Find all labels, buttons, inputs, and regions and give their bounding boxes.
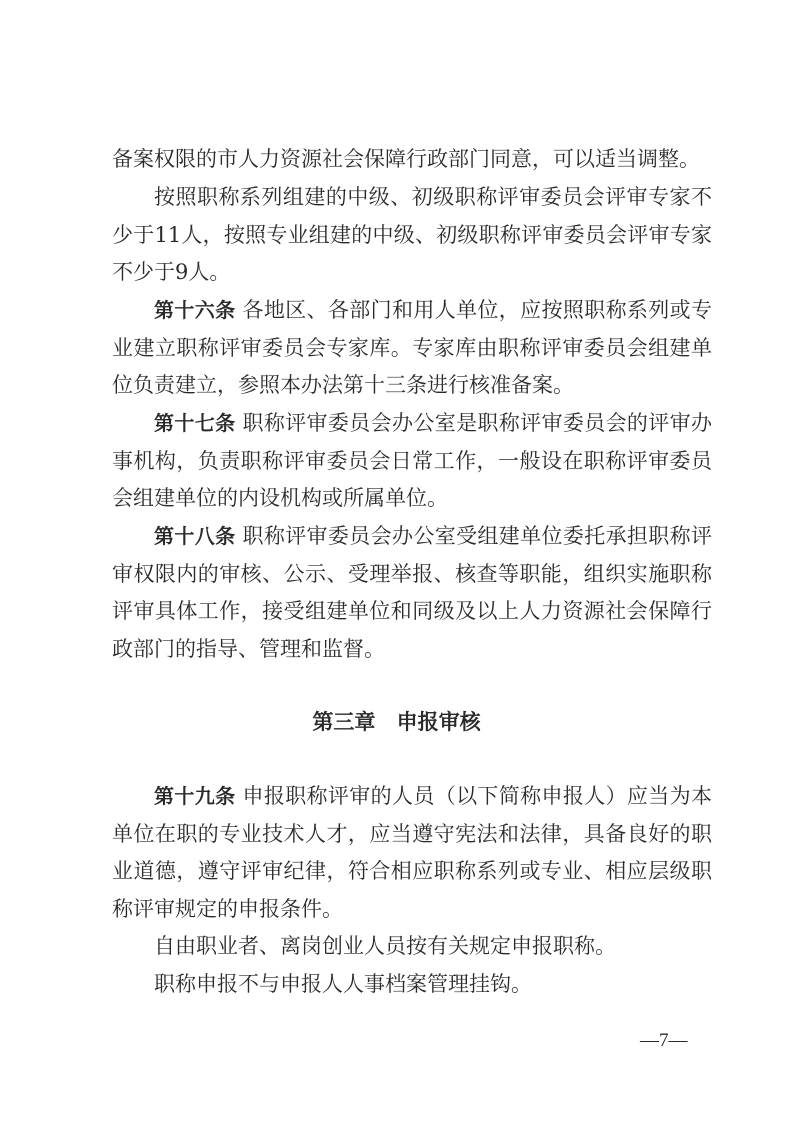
article-17: [112, 405, 712, 518]
article-17-title: 第十七条: [154, 411, 236, 435]
paragraph-expert-count: 按照职称系列组建的中级、初级职称评审委员会评审专家不少于11人，按照专业组建的中级、初级职称评审委员会评审专家不少于9人。: [112, 185, 712, 284]
article-19-title: 第十九条: [154, 784, 236, 808]
article-19: [112, 778, 712, 928]
article-19-body: 申报职称评审的人员（以下简称申报人）应当为本单位在职的专业技术人才，应当遵守宪法和法律，具备良好的职业道德，遵守评审纪律，符合相应职称系列或专业、相应层级职称评审规定的申报条件。: [112, 784, 713, 921]
chapter-heading: 第三章 申报审核: [312, 710, 481, 734]
page-number: —7—: [640, 1030, 688, 1051]
article-17-body: 职称评审委员会办公室是职称评审委员会的评审办事机构，负责职称评审委员会日常工作，一般设在职称评审委员会组建单位的内设机构或所属单位。: [112, 411, 713, 510]
article-18-body: 职称评审委员会办公室受组建单位委托承担职称评审权限内的审核、公示、受理举报、核查等职能，组织实施职称评审具体工作，接受组建单位和同级及以上人力资源社会保障行政部门的指导、管理和监督。: [112, 524, 713, 661]
article-18-title: 第十八条: [154, 524, 236, 548]
paragraph-archive: 职称申报不与申报人人事档案管理挂钩。: [154, 972, 532, 996]
paragraph-freelancers: 自由职业者、离岗创业人员按有关规定申报职称。: [154, 934, 616, 958]
article-18: [112, 518, 712, 668]
article-16: [112, 292, 712, 405]
article-16-body: 各地区、各部门和用人单位，应按照职称系列或专业建立职称评审委员会专家库。专家库由职称评审委员会组建单位负责建立，参照本办法第十三条进行核准备案。: [112, 298, 713, 397]
paragraph-continuation: 备案权限的市人力资源社会保障行政部门同意，可以适当调整。: [112, 147, 700, 171]
article-16-title: 第十六条: [154, 298, 236, 322]
